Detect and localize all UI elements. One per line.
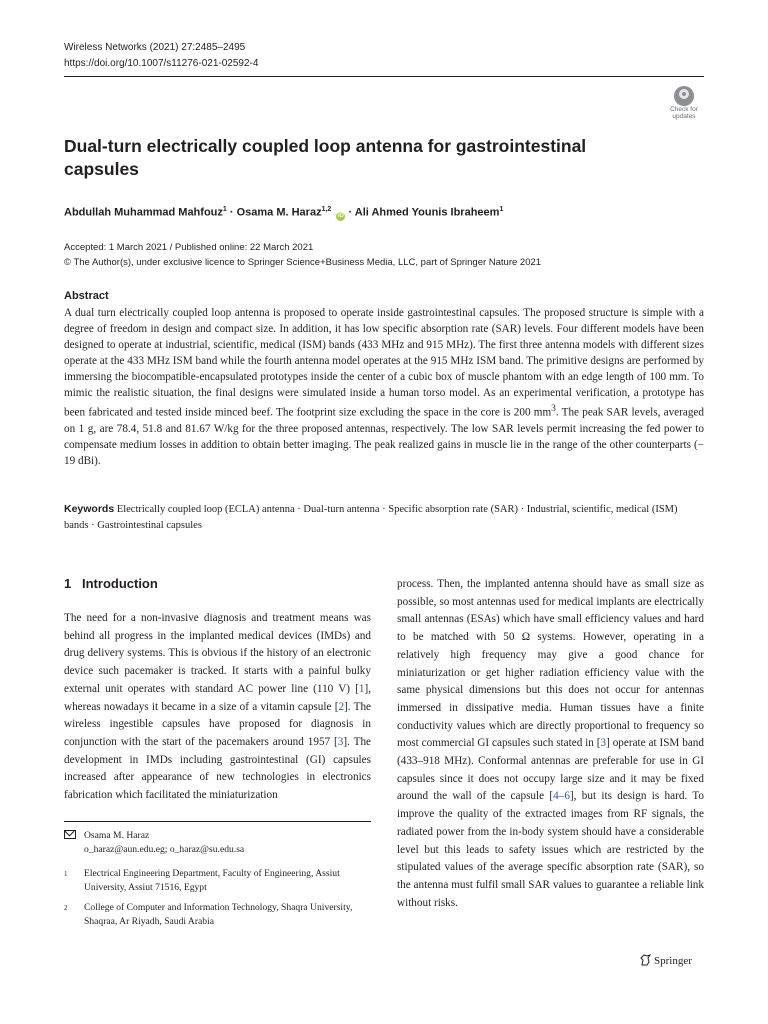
affiliation-number: 2 xyxy=(64,904,68,912)
author-name[interactable]: Osama M. Haraz xyxy=(236,206,322,219)
body-text: ], but its design is hard. To improve the quality of the extracted images from RF signals, the radiated power from the in-body system should have a considerable level but this leads to safety issues which are restricted by the stipulated values of the average specific absorption rate (SAR), so the antenna must fulfil small SAR values to guarantee a reliable link without risks. xyxy=(397,790,704,909)
author-separator: · xyxy=(229,206,234,219)
affiliation-number: 1 xyxy=(64,870,68,878)
envelope-icon xyxy=(64,830,76,839)
section-title: Introduction xyxy=(82,576,158,591)
header-rule xyxy=(64,76,704,77)
body-column-left xyxy=(64,610,371,805)
author-affil: 1,2 xyxy=(321,206,332,213)
author-affil: 1 xyxy=(222,206,227,213)
check-for-updates-badge[interactable] xyxy=(664,86,704,124)
correspondence-footnote xyxy=(64,829,371,857)
accepted-published-dates: Accepted: 1 March 2021 / Published online: 22 March 2021 xyxy=(64,242,314,253)
body-text: ], whereas nowadays it became in a size of a vitamin capsule [ xyxy=(64,682,371,713)
body-column-right xyxy=(397,576,704,912)
footnote-rule xyxy=(64,821,371,822)
author-separator: · xyxy=(348,206,353,219)
abstract-heading: Abstract xyxy=(64,290,109,302)
keywords-text: Electrically coupled loop (ECLA) antenna · Dual-turn antenna · Specific absorption rate (SAR) · Industrial, scientific, medical (ISM) bands · Gastrointestinal capsules xyxy=(64,504,678,531)
check-updates-icon xyxy=(674,86,694,106)
correspondence-name: Osama M. Haraz xyxy=(84,830,150,841)
section-number: 1 xyxy=(64,576,72,591)
author-list xyxy=(64,202,704,221)
keywords-label: Keywords xyxy=(64,503,115,515)
citation-link[interactable]: 2 xyxy=(338,700,345,713)
abstract-body: A dual turn electrically coupled loop antenna is proposed to operate inside gastrointestinal capsules. The proposed structure is simple with a degree of freedom in design and compact size. In addition, it has low specific absorption rate (SAR) levels. Four different models have been designed to operate at industrial, scientific, medical (ISM) bands (433 MHz and 915 MHz). The first three antenna models with different sizes operate at the 433 MHz ISM band while the fourth antenna model operates at the 915 MHz ISM band. The primitive designs are performed by immersing the biocompatible-encapsulated prototypes inside the center of a cubic box of muscle phantom with an edge length of 100 mm. To mimic the realistic situation, the final designs were simulated inside a human torso model. As an experimental verification, a prototype has been fabricated and tested inside minced beef. The footprint size excluding the space in the core is 200 mm xyxy=(64,307,704,419)
author-name[interactable]: Abdullah Muhammad Mahfouz xyxy=(64,206,223,219)
abstract-superscript: 3 xyxy=(551,404,556,414)
section-heading-introduction xyxy=(64,576,158,591)
publication-info xyxy=(64,240,541,270)
body-text: ]. The wireless ingestible capsules have proposed for diagnosis in conjunction with the start of the pacemakers around 1957 [ xyxy=(64,700,372,748)
springer-horse-icon xyxy=(640,954,651,966)
body-text: The need for a non-invasive diagnosis and treatment means was behind all progress in the implanted medical devices (IMDs) and drug delivery systems. This is obvious if the history of an electronic device such pacemaker is tracked. It starts with a painful bulky external unit operates with standard AC power line (110 V) [ xyxy=(64,612,371,695)
orcid-icon[interactable]: iD xyxy=(337,212,344,219)
journal-header xyxy=(64,40,258,71)
abstract-body-tail: . The peak SAR levels, averaged on 1 g, are 78.4, 51.8 and 81.67 W/kg for the three proposed antennas, respectively. The low SAR levels permit increasing the fed power to compensate medium losses in addition to obtain better imaging. The peak realized gains in muscle lie in the range of the other counterparts (− 19 dBi). xyxy=(64,406,704,467)
affiliation-text: Electrical Engineering Department, Faculty of Engineering, Assiut University, Assiut 71516, Egypt xyxy=(84,868,340,893)
citation-link[interactable]: 3 xyxy=(600,737,607,750)
body-text: process. Then, the implanted antenna should have as small size as possible, so most antennas used for medical implants are electrically small antennas (ESAs) which have small efficiency values and hard to be matched with 50 Ω systems. However, operating in a relatively high frequency may give a good chance for miniaturization or get higher radiation efficiency value with the same physical dimensions but this does not occur for antennas immersed in dissipative media. Human tissues have a finite conductivity values which are directly proportional to frequency so most commercial GI capsules such stated in [ xyxy=(397,578,704,750)
article-title: Dual-turn electrically coupled loop antenna for gastrointestinal capsules xyxy=(64,136,587,179)
keywords-block xyxy=(64,501,704,534)
badge-line1: Check for xyxy=(670,106,698,113)
author-name[interactable]: Ali Ahmed Younis Ibraheem xyxy=(354,206,500,219)
citation-link[interactable]: 1 xyxy=(358,682,365,695)
badge-line2: updates xyxy=(672,113,696,120)
affiliation-text: College of Computer and Information Technology, Shaqra University, Shaqraa, Ar Riyadh, Saudi Arabia xyxy=(84,902,353,927)
body-text: ]. The development in IMDs including gastrointestinal (GI) capsules increased after appearance of new technologies in electronics fabrication which facilitated the miniaturization xyxy=(64,735,371,802)
body-text: ] operate at ISM band (433–918 MHz). Conformal antennas are preferable for use in GI capsules since it does not occupy large size and it may be fixed around the wall of the capsule [ xyxy=(397,737,704,803)
affiliation-footnote xyxy=(64,867,371,895)
citation-link[interactable]: 4–6 xyxy=(553,790,570,803)
publisher-name: Springer xyxy=(654,955,692,967)
citation-link[interactable]: 3 xyxy=(337,735,344,748)
abstract-text xyxy=(64,305,704,469)
publisher-logo xyxy=(640,952,692,968)
affiliation-footnote xyxy=(64,901,371,929)
journal-citation: Wireless Networks (2021) 27:2485–2495 xyxy=(64,42,246,53)
doi-link[interactable]: https://doi.org/10.1007/s11276-021-02592-4 xyxy=(64,57,259,69)
correspondence-email[interactable]: o_haraz@aun.edu.eg; o_haraz@su.edu.sa xyxy=(84,844,245,855)
copyright-notice: © The Author(s), under exclusive licence to Springer Science+Business Media, LLC, part of Springer Nature 2021 xyxy=(64,257,542,268)
author-affil: 1 xyxy=(499,206,504,213)
